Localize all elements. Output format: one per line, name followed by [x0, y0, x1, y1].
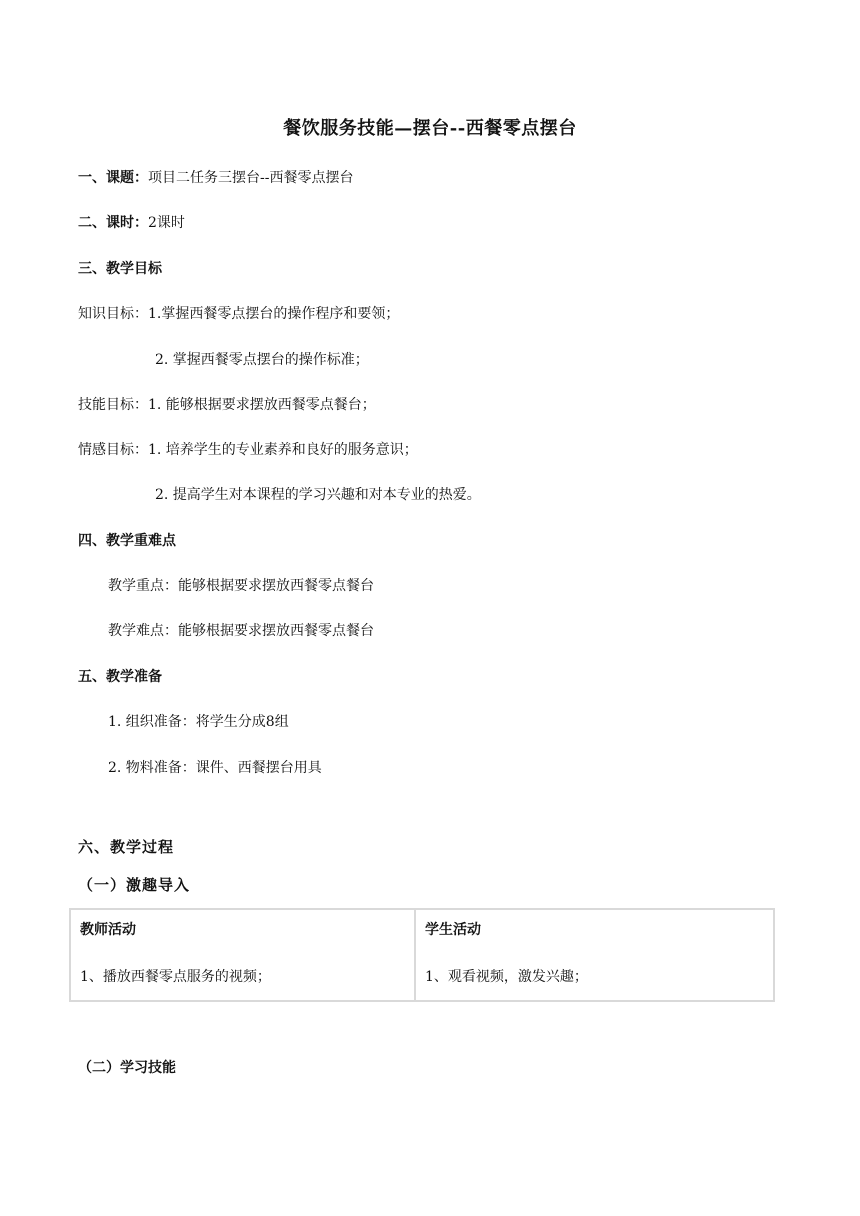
- student-activity-body: 1、观看视频，激发兴趣；: [425, 969, 588, 985]
- preparation-line-2: 2. 物料准备：课件、西餐摆台用具: [108, 760, 322, 776]
- student-activity-header: 学生活动: [425, 922, 481, 938]
- skill-objective-line: 技能目标：1. 能够根据要求摆放西餐零点餐台；: [78, 397, 376, 413]
- subsection-learning-heading: （二）学习技能: [78, 1060, 176, 1076]
- teacher-activity-column: [71, 910, 416, 1000]
- knowledge-objective-line-2: 2. 掌握西餐零点摆台的操作标准；: [155, 352, 369, 368]
- student-activity-column: [416, 910, 773, 1000]
- teacher-activity-body: 1、播放西餐零点服务的视频；: [80, 969, 271, 985]
- section-key-points-heading: 四、教学重难点: [78, 533, 176, 549]
- emotion-objective-line-2: 2. 提高学生对本课程的学习兴趣和对本专业的热爱。: [155, 487, 481, 503]
- difficulty-line: 教学难点：能够根据要求摆放西餐零点餐台: [108, 623, 374, 639]
- section-objectives-heading: 三、教学目标: [78, 261, 162, 277]
- section-topic-label: 一、课题：: [78, 170, 148, 186]
- knowledge-objective-line-1: 知识目标：1.掌握西餐零点摆台的操作程序和要领；: [78, 306, 400, 322]
- section-process-heading: 六、教学过程: [78, 838, 175, 856]
- subsection-intro-heading: （一）激趣导入: [78, 876, 191, 894]
- section-preparation-heading: 五、教学准备: [78, 669, 162, 685]
- preparation-line-1: 1. 组织准备：将学生分成8组: [108, 714, 289, 730]
- activity-table: [69, 908, 775, 1002]
- emotion-objective-line-1: 情感目标：1. 培养学生的专业素养和良好的服务意识；: [78, 442, 418, 458]
- page-title: 餐饮服务技能—摆台--西餐零点摆台: [283, 118, 577, 139]
- section-topic-line: [78, 168, 353, 188]
- section-duration-line: [78, 213, 185, 233]
- section-duration-value: 2课时: [148, 215, 185, 231]
- focus-line: 教学重点：能够根据要求摆放西餐零点餐台: [108, 578, 374, 594]
- section-duration-label: 二、课时：: [78, 215, 148, 231]
- activity-table-grid: [71, 910, 773, 1000]
- teacher-activity-header: 教师活动: [80, 922, 136, 938]
- section-topic-value: 项目二任务三摆台--西餐零点摆台: [148, 170, 354, 186]
